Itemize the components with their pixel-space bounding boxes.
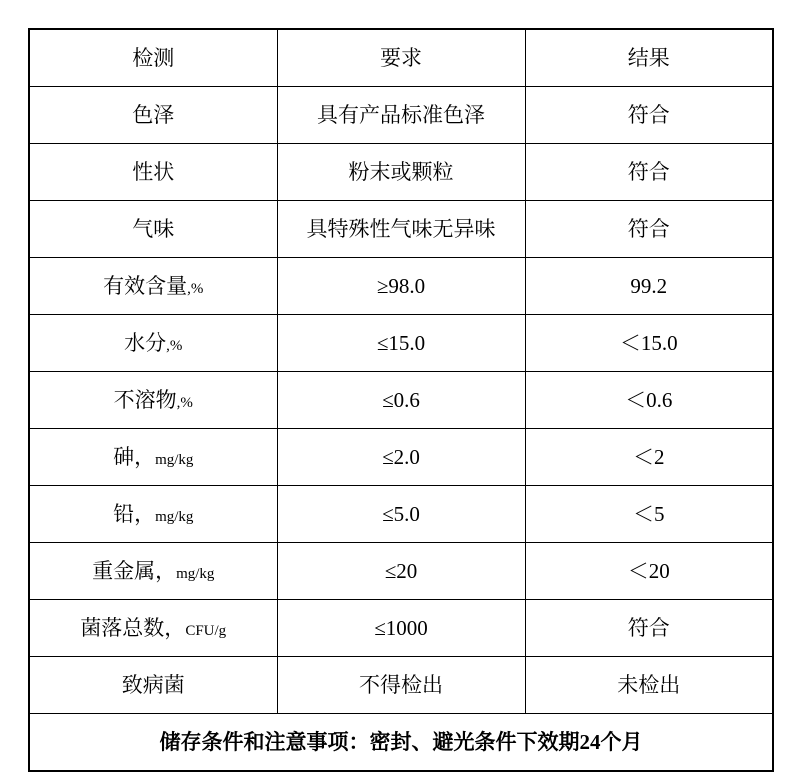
cell-requirement: ≤2.0 [277, 429, 525, 486]
cell-requirement: ≤0.6 [277, 372, 525, 429]
table-row [29, 144, 773, 201]
table-row [29, 87, 773, 144]
specification-table [28, 28, 774, 772]
item-unit: ,% [176, 394, 193, 411]
cell-result: 符合 [525, 201, 773, 258]
cell-item [29, 87, 277, 144]
table-row [29, 315, 773, 372]
cell-item [29, 429, 277, 486]
cell-requirement: 具特殊性气味无异味 [277, 201, 525, 258]
cell-result: 符合 [525, 600, 773, 657]
table-row [29, 258, 773, 315]
cell-item [29, 372, 277, 429]
cell-item [29, 315, 277, 372]
item-name: 不溶物 [113, 387, 177, 412]
column-header-result: 结果 [525, 29, 773, 87]
table-header-row [29, 29, 773, 87]
item-name: 铅， [113, 501, 156, 526]
item-name: 砷， [113, 444, 156, 469]
item-unit: CFU/g [185, 622, 227, 639]
item-unit: mg/kg [155, 451, 194, 468]
cell-requirement: 粉末或颗粒 [277, 144, 525, 201]
table-row [29, 657, 773, 714]
item-name: 菌落总数， [80, 615, 186, 640]
cell-result: ＜0.6 [525, 372, 773, 429]
cell-result: ＜15.0 [525, 315, 773, 372]
item-name: 致病菌 [121, 672, 185, 697]
item-name: 有效含量 [103, 273, 188, 298]
table-body [29, 29, 773, 771]
storage-note: 储存条件和注意事项：密封、避光条件下效期24个月 [29, 714, 773, 772]
cell-result: 未检出 [525, 657, 773, 714]
cell-result: 符合 [525, 144, 773, 201]
item-unit: mg/kg [155, 508, 194, 525]
table-row [29, 600, 773, 657]
cell-result: ＜2 [525, 429, 773, 486]
cell-requirement: ≤1000 [277, 600, 525, 657]
item-name: 性状 [132, 159, 175, 184]
cell-item [29, 600, 277, 657]
column-header-item: 检测 [29, 29, 277, 87]
cell-result: 符合 [525, 87, 773, 144]
cell-result: ＜5 [525, 486, 773, 543]
cell-requirement: ≤20 [277, 543, 525, 600]
item-unit: ,% [166, 337, 183, 354]
cell-requirement: ≥98.0 [277, 258, 525, 315]
table-footer-row [29, 714, 773, 772]
item-unit: ,% [187, 280, 204, 297]
cell-requirement: 不得检出 [277, 657, 525, 714]
cell-result: ＜20 [525, 543, 773, 600]
item-unit: mg/kg [176, 565, 215, 582]
cell-requirement: ≤5.0 [277, 486, 525, 543]
table-row [29, 486, 773, 543]
cell-item [29, 657, 277, 714]
item-name: 重金属， [92, 558, 177, 583]
item-name: 气味 [132, 216, 175, 241]
table-row [29, 201, 773, 258]
cell-requirement: 具有产品标准色泽 [277, 87, 525, 144]
column-header-requirement: 要求 [277, 29, 525, 87]
table-row [29, 372, 773, 429]
cell-item [29, 144, 277, 201]
table-row [29, 429, 773, 486]
item-name: 色泽 [132, 102, 175, 127]
cell-item [29, 486, 277, 543]
cell-item [29, 543, 277, 600]
cell-result: 99.2 [525, 258, 773, 315]
item-name: 水分 [124, 330, 167, 355]
cell-item [29, 201, 277, 258]
table-row [29, 543, 773, 600]
cell-requirement: ≤15.0 [277, 315, 525, 372]
cell-item [29, 258, 277, 315]
